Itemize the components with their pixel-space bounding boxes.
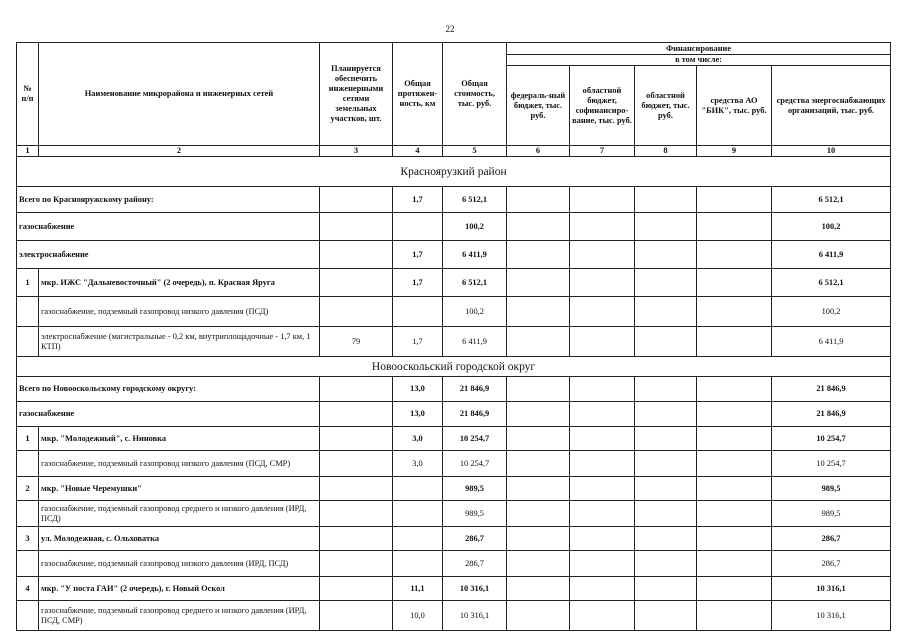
cell-regional: [635, 377, 697, 402]
cell-cost: 100,2: [443, 297, 507, 327]
cell-plots: [320, 601, 393, 631]
cell-bik: [697, 477, 772, 501]
cell-bik: [697, 527, 772, 551]
cell-name: газоснабжение, подземный газопровод низкого давления (ПСД, СМР): [39, 451, 320, 477]
cell-energy: 286,7: [772, 551, 891, 577]
cell-regional-cofin: [570, 327, 635, 357]
cell-bik: [697, 577, 772, 601]
cell-length: 11,1: [393, 577, 443, 601]
financing-table: [16, 42, 891, 631]
cell-federal: [507, 402, 570, 427]
cell-name: газоснабжение: [17, 402, 320, 427]
cell-length: [393, 213, 443, 241]
cell-num: [17, 451, 39, 477]
cell-cost: 286,7: [443, 527, 507, 551]
cell-plots: [320, 402, 393, 427]
cell-name: мкр. "Молодежный", с. Ниновка: [39, 427, 320, 451]
col-number: 5: [443, 146, 507, 157]
col-number: 7: [570, 146, 635, 157]
col-number: 1: [17, 146, 39, 157]
col-number: 10: [772, 146, 891, 157]
cell-regional: [635, 577, 697, 601]
cell-federal: [507, 377, 570, 402]
cell-regional-cofin: [570, 269, 635, 297]
cell-plots: [320, 551, 393, 577]
cell-regional: [635, 527, 697, 551]
cell-regional: [635, 297, 697, 327]
header-plots: Планируется обеспечить инженерными сетями земельных участков, шт.: [320, 43, 393, 146]
header-financing: Финансирование: [507, 43, 891, 55]
cell-length: [393, 297, 443, 327]
table-row: [17, 241, 891, 269]
cell-energy: 100,2: [772, 213, 891, 241]
cell-length: [393, 477, 443, 501]
cell-bik: [697, 501, 772, 527]
cell-regional: [635, 551, 697, 577]
cell-num: [17, 501, 39, 527]
cell-cost: 10 316,1: [443, 601, 507, 631]
cell-plots: [320, 269, 393, 297]
cell-regional-cofin: [570, 427, 635, 451]
cell-num: 3: [17, 527, 39, 551]
cell-regional-cofin: [570, 213, 635, 241]
cell-regional: [635, 213, 697, 241]
cell-bik: [697, 451, 772, 477]
cell-plots: [320, 451, 393, 477]
cell-num: [17, 601, 39, 631]
cell-name: ул. Молодежная, с. Ольховатка: [39, 527, 320, 551]
table-row: [17, 451, 891, 477]
cell-federal: [507, 451, 570, 477]
cell-cost: 286,7: [443, 551, 507, 577]
cell-regional-cofin: [570, 241, 635, 269]
cell-cost: 6 512,1: [443, 187, 507, 213]
cell-plots: [320, 187, 393, 213]
cell-name: Всего по Новооскольскому городскому округу:: [17, 377, 320, 402]
cell-plots: [320, 427, 393, 451]
col-number: 4: [393, 146, 443, 157]
cell-energy: 989,5: [772, 477, 891, 501]
header-length: Общая протяжен-ность, км: [393, 43, 443, 146]
cell-energy: 21 846,9: [772, 402, 891, 427]
cell-regional-cofin: [570, 477, 635, 501]
table-row: [17, 527, 891, 551]
cell-energy: 6 411,9: [772, 327, 891, 357]
section-header-row: [17, 357, 891, 377]
cell-num: 1: [17, 427, 39, 451]
cell-name: газоснабжение, подземный газопровод среднего и низкого давления (ИРД, ПСД, СМР): [39, 601, 320, 631]
cell-plots: [320, 297, 393, 327]
cell-plots: [320, 527, 393, 551]
header-energy: средства энергоснабжающих организаций, тыс. руб.: [772, 66, 891, 146]
cell-name: электроснабжение: [17, 241, 320, 269]
cell-cost: 6 512,1: [443, 269, 507, 297]
cell-length: 1,7: [393, 269, 443, 297]
cell-plots: [320, 213, 393, 241]
cell-federal: [507, 241, 570, 269]
cell-name: мкр. "Новые Черемушки": [39, 477, 320, 501]
cell-regional-cofin: [570, 402, 635, 427]
column-number-row: [17, 146, 891, 157]
cell-length: 1,7: [393, 327, 443, 357]
cell-bik: [697, 551, 772, 577]
cell-bik: [697, 402, 772, 427]
cell-bik: [697, 241, 772, 269]
cell-length: 10,0: [393, 601, 443, 631]
cell-num: 1: [17, 269, 39, 297]
col-number: 8: [635, 146, 697, 157]
cell-regional: [635, 187, 697, 213]
cell-length: [393, 501, 443, 527]
header-num: № п/п: [17, 43, 39, 146]
page-number: 22: [445, 24, 455, 34]
cell-cost: 989,5: [443, 501, 507, 527]
cell-regional-cofin: [570, 501, 635, 527]
cell-energy: 6 512,1: [772, 187, 891, 213]
cell-name: газоснабжение, подземный газопровод среднего и низкого давления (ИРД, ПСД): [39, 501, 320, 527]
cell-bik: [697, 427, 772, 451]
cell-regional: [635, 477, 697, 501]
cell-federal: [507, 527, 570, 551]
cell-federal: [507, 327, 570, 357]
table-row: [17, 213, 891, 241]
cell-plots: 79: [320, 327, 393, 357]
cell-length: 13,0: [393, 377, 443, 402]
cell-num: [17, 327, 39, 357]
section-title: Новооскольский городской округ: [17, 357, 891, 377]
cell-regional: [635, 327, 697, 357]
cell-cost: 10 316,1: [443, 577, 507, 601]
cell-regional: [635, 241, 697, 269]
cell-federal: [507, 269, 570, 297]
section-header-row: [17, 157, 891, 187]
cell-name: мкр. "У поста ГАИ" (2 очередь), г. Новый Оскол: [39, 577, 320, 601]
col-number: 6: [507, 146, 570, 157]
cell-regional: [635, 269, 697, 297]
cell-regional-cofin: [570, 297, 635, 327]
table-row: [17, 501, 891, 527]
cell-federal: [507, 601, 570, 631]
cell-regional-cofin: [570, 601, 635, 631]
header-federal: федераль-ный бюджет, тыс. руб.: [507, 66, 570, 146]
header-regional-cofin: областной бюджет, софинансиро-вание, тыс. руб.: [570, 66, 635, 146]
table-row: [17, 269, 891, 297]
cell-federal: [507, 187, 570, 213]
table-row: [17, 427, 891, 451]
cell-length: 1,7: [393, 241, 443, 269]
cell-cost: 10 254,7: [443, 451, 507, 477]
table-row: [17, 577, 891, 601]
cell-energy: 286,7: [772, 527, 891, 551]
header-bik: средства АО "БИК", тыс. руб.: [697, 66, 772, 146]
cell-name: газоснабжение: [17, 213, 320, 241]
col-number: 3: [320, 146, 393, 157]
header-cost: Общая стоимость, тыс. руб.: [443, 43, 507, 146]
cell-energy: 10 316,1: [772, 577, 891, 601]
cell-cost: 21 846,9: [443, 402, 507, 427]
col-number: 2: [39, 146, 320, 157]
col-number: 9: [697, 146, 772, 157]
cell-name: газоснабжение, подземный газопровод низкого давления (ПСД): [39, 297, 320, 327]
table-row: [17, 601, 891, 631]
cell-cost: 10 254,7: [443, 427, 507, 451]
cell-federal: [507, 577, 570, 601]
cell-cost: 6 411,9: [443, 327, 507, 357]
cell-bik: [697, 269, 772, 297]
cell-federal: [507, 551, 570, 577]
cell-federal: [507, 213, 570, 241]
table-row: [17, 187, 891, 213]
section-title: Красноярузкий район: [17, 157, 891, 187]
cell-federal: [507, 477, 570, 501]
cell-length: [393, 551, 443, 577]
cell-regional-cofin: [570, 577, 635, 601]
cell-plots: [320, 577, 393, 601]
table-row: [17, 377, 891, 402]
cell-bik: [697, 377, 772, 402]
cell-cost: 100,2: [443, 213, 507, 241]
table-row: [17, 297, 891, 327]
cell-energy: 989,5: [772, 501, 891, 527]
cell-bik: [697, 327, 772, 357]
cell-cost: 989,5: [443, 477, 507, 501]
cell-plots: [320, 501, 393, 527]
cell-name: Всего по Краснояружскому району:: [17, 187, 320, 213]
cell-cost: 21 846,9: [443, 377, 507, 402]
cell-energy: 100,2: [772, 297, 891, 327]
cell-length: 3,0: [393, 427, 443, 451]
cell-regional: [635, 601, 697, 631]
cell-num: 2: [17, 477, 39, 501]
cell-bik: [697, 213, 772, 241]
cell-regional-cofin: [570, 451, 635, 477]
cell-num: 4: [17, 577, 39, 601]
cell-name: электроснабжение (магистральные - 0,2 км, внутриплощадочные - 1,7 км, 1 КТП): [39, 327, 320, 357]
cell-federal: [507, 501, 570, 527]
table-row: [17, 402, 891, 427]
cell-energy: 10 254,7: [772, 427, 891, 451]
cell-name: мкр. ИЖС "Дальневосточный" (2 очередь), п. Красная Яруга: [39, 269, 320, 297]
cell-plots: [320, 241, 393, 269]
cell-regional: [635, 501, 697, 527]
cell-energy: 10 254,7: [772, 451, 891, 477]
cell-federal: [507, 297, 570, 327]
cell-bik: [697, 601, 772, 631]
cell-name: газоснабжение, подземный газопровод низкого давления (ИРД, ПСД): [39, 551, 320, 577]
cell-energy: 6 411,9: [772, 241, 891, 269]
cell-federal: [507, 427, 570, 451]
cell-regional: [635, 451, 697, 477]
cell-regional-cofin: [570, 187, 635, 213]
table-row: [17, 477, 891, 501]
cell-plots: [320, 477, 393, 501]
cell-cost: 6 411,9: [443, 241, 507, 269]
cell-regional: [635, 402, 697, 427]
cell-regional: [635, 427, 697, 451]
cell-regional-cofin: [570, 377, 635, 402]
cell-num: [17, 551, 39, 577]
cell-energy: 10 316,1: [772, 601, 891, 631]
header-name: Наименование микрорайона и инженерных сетей: [39, 43, 320, 146]
cell-bik: [697, 187, 772, 213]
table-row: [17, 551, 891, 577]
cell-energy: 21 846,9: [772, 377, 891, 402]
cell-length: [393, 527, 443, 551]
header-regional: областной бюджет, тыс. руб.: [635, 66, 697, 146]
table-row: [17, 327, 891, 357]
header-including: в том числе:: [507, 55, 891, 66]
cell-plots: [320, 377, 393, 402]
cell-energy: 6 512,1: [772, 269, 891, 297]
cell-length: 13,0: [393, 402, 443, 427]
cell-length: 1,7: [393, 187, 443, 213]
cell-num: [17, 297, 39, 327]
cell-bik: [697, 297, 772, 327]
cell-regional-cofin: [570, 551, 635, 577]
cell-regional-cofin: [570, 527, 635, 551]
cell-length: 3,0: [393, 451, 443, 477]
